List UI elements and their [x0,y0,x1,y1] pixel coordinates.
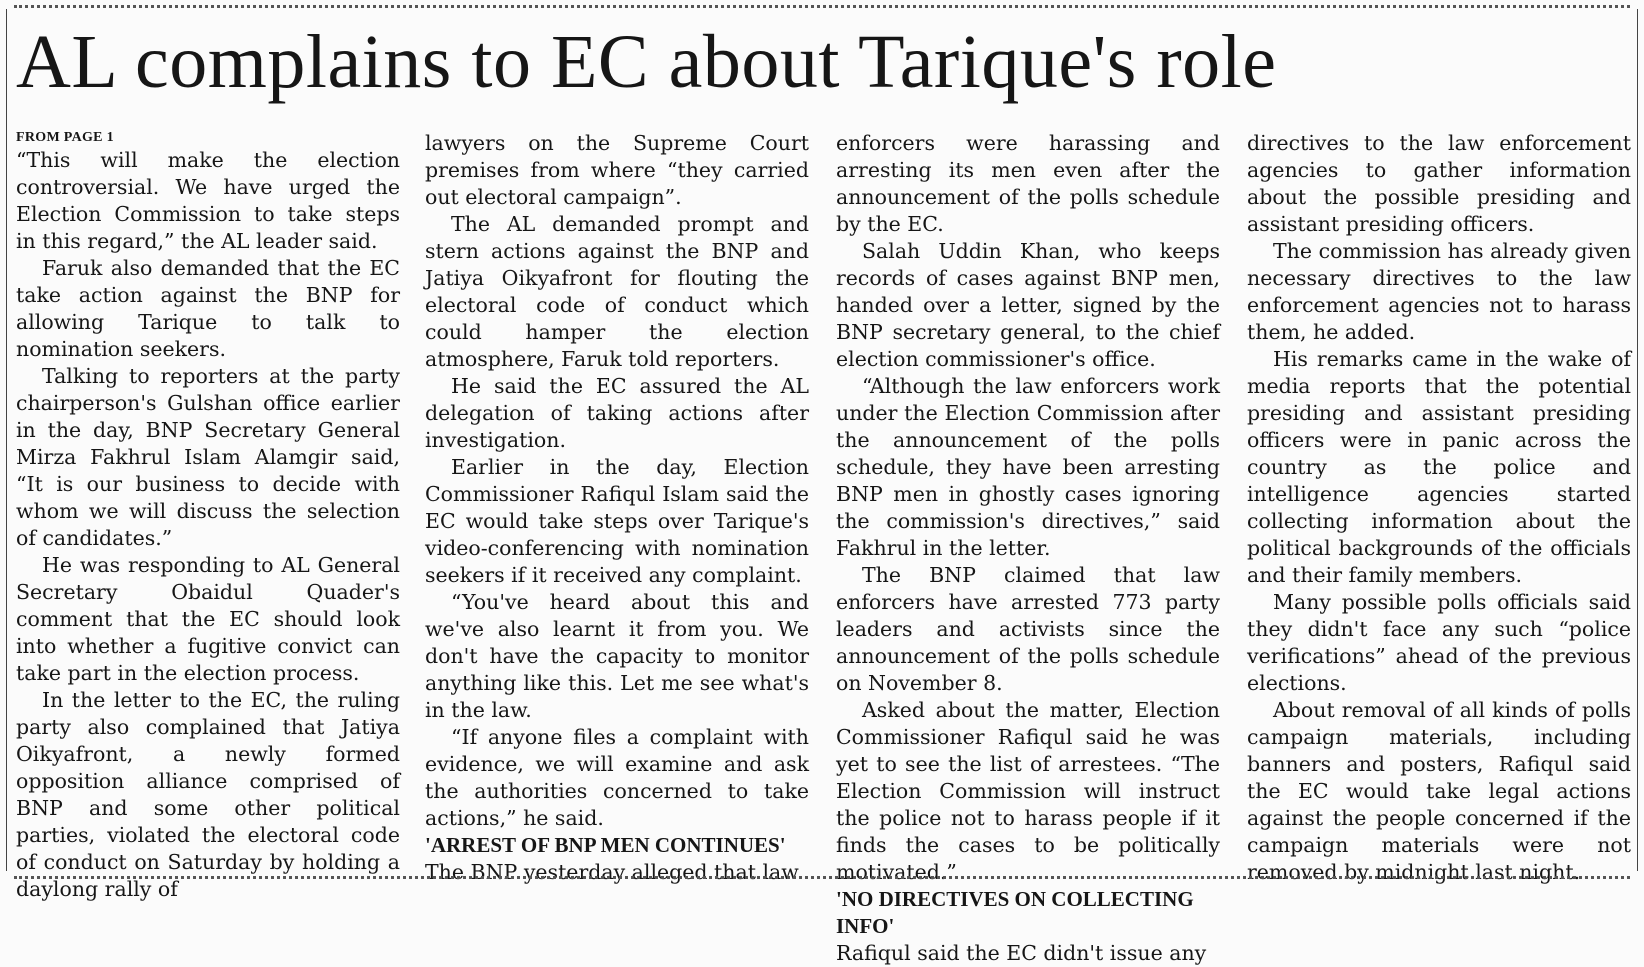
subheading: 'ARREST OF BNP MEN CONTINUES' [425,833,786,857]
paragraph: lawyers on the Supreme Court premises from where “they carried out electoral campaign”. [425,131,809,209]
paragraph: The BNP claimed that law enforcers have arrested 773 party leaders and activists since the announcement of the polls schedule on November 8. [836,563,1220,695]
paragraph: In the letter to the EC, the ruling party also complained that Jatiya Oikyafront, a newly formed opposition alliance comprised of BNP and some other political parties, violated the electoral code of conduct on Saturday by holding a daylong rally of [16,688,400,901]
paragraph: Talking to reporters at the party chairperson's Gulshan office earlier in the day, BNP Secretary General Mirza Fakhrul Islam Alamgir said, “It is our business to decide with whom we will discuss the selection of candidates.” [16,364,400,550]
paragraph: Faruk also demanded that the EC take action against the BNP for allowing Tarique to talk to nomination seekers. [16,256,400,361]
column-2 [425,130,809,886]
paragraph: His remarks came in the wake of media reports that the potential presiding and assistant presiding officers were in panic across the country as the police and intelligence agencies started collecting information about the political backgrounds of the officials and their family members. [1247,347,1631,587]
paragraph: Salah Uddin Khan, who keeps records of cases against BNP men, handed over a letter, signed by the BNP secretary general, to the chief election commissioner's office. [836,239,1220,371]
paragraph: Many possible polls officials said they didn't face any such “police verifications” ahead of the previous elections. [1247,590,1631,695]
kicker: FROM PAGE 1 [16,130,114,145]
column-3 [836,130,1220,967]
paragraph: enforcers were harassing and arresting its men even after the announcement of the polls schedule by the EC. [836,131,1220,236]
paragraph: Earlier in the day, Election Commissioner Rafiqul Islam said the EC would take steps over Tarique's video-conferencing with nomination seekers if it received any complaint. [425,455,809,587]
bottom-dotted-rule [14,876,1630,879]
paragraph: “You've heard about this and we've also learnt it from you. We don't have the capacity to monitor anything like this. Let me see what's in the law. [425,590,809,722]
paragraph: The BNP yesterday alleged that law [425,860,799,884]
column-1 [16,130,400,903]
paragraph: He said the EC assured the AL delegation of taking actions after investigation. [425,374,809,452]
subheading: 'NO DIRECTIVES ON COLLECTING INFO' [836,887,1194,938]
paragraph: “If anyone files a complaint with evidence, we will examine and ask the authorities concerned to take actions,” he said. [425,725,809,830]
paragraph: directives to the law enforcement agencies to gather information about the possible presiding and assistant presiding officers. [1247,131,1631,236]
column-4 [1247,130,1631,886]
top-dotted-rule [14,5,1630,8]
paragraph: Rafiqul said the EC didn't issue any [836,941,1207,965]
paragraph: The commission has already given necessary directives to the law enforcement agencies not to harass them, he added. [1247,239,1631,344]
paragraph: “This will make the election controversial. We have urged the Election Commission to take steps in this regard,” the AL leader said. [16,148,400,253]
headline: AL complains to EC about Tarique's role [16,20,1277,104]
paragraph: “Although the law enforcers work under the Election Commission after the announcement of the polls schedule, they have been arresting BNP men in ghostly cases ignoring the commission's directives,” said Fakhrul in the letter. [836,374,1220,560]
paragraph: The AL demanded prompt and stern actions against the BNP and Jatiya Oikyafront for flouting the electoral code of conduct which could hamper the election atmosphere, Faruk told reporters. [425,212,809,371]
paragraph: He was responding to AL General Secretary Obaidul Quader's comment that the EC should look into whether a fugitive convict can take part in the election process. [16,553,400,685]
paragraph: About removal of all kinds of polls campaign materials, including banners and posters, Rafiqul said the EC would take legal actions against the people concerned if the campaign materials were not removed by midnight last night. [1247,698,1631,884]
paragraph: Asked about the matter, Election Commissioner Rafiqul said he was yet to see the list of arrestees. “The Election Commission will instruct the police not to harass people if it finds the cases to be politically motivated.” [836,698,1220,884]
